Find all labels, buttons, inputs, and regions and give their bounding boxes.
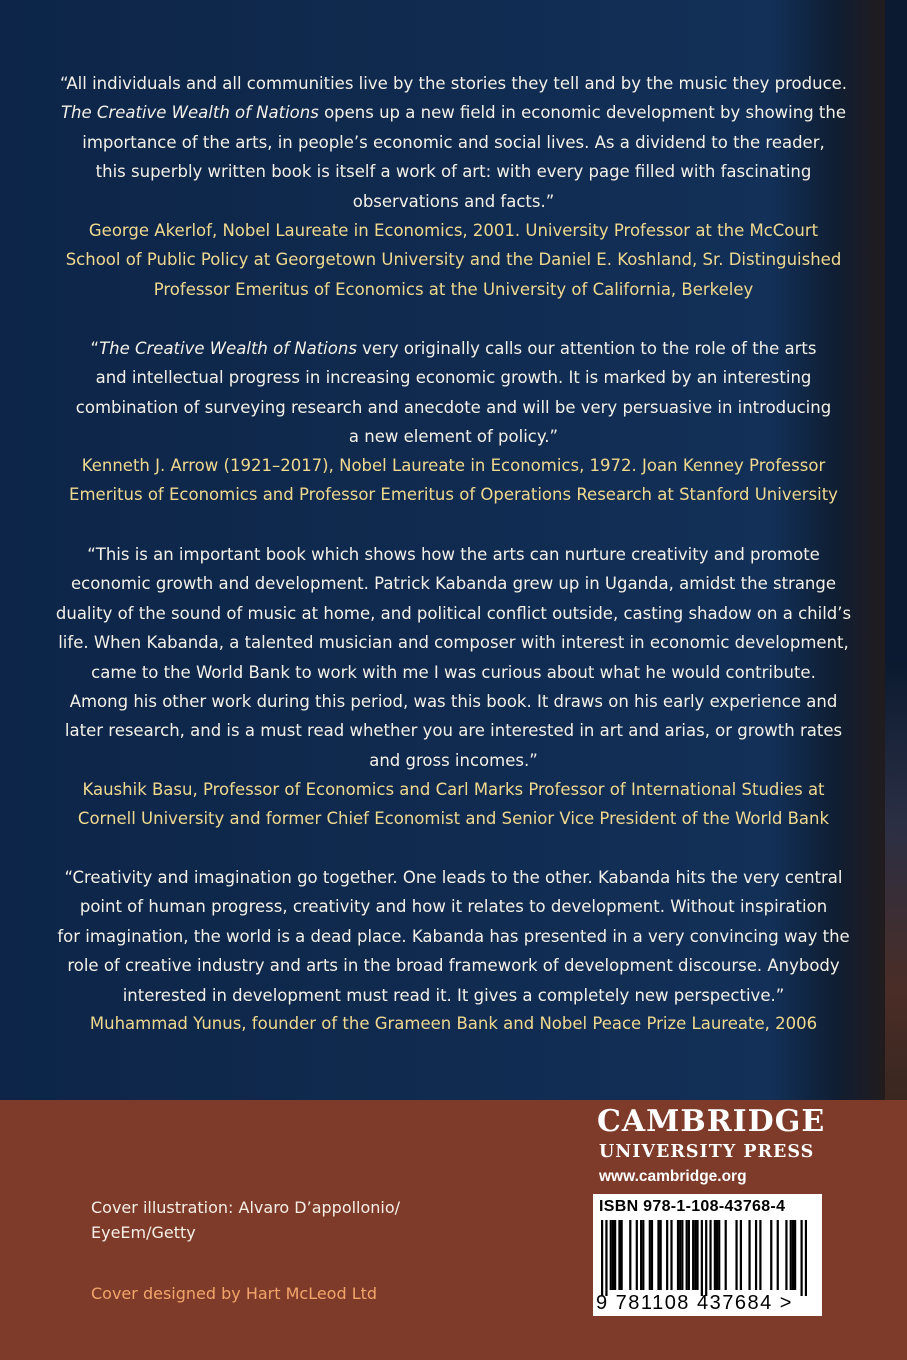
credit-line: EyeEm/Getty xyxy=(91,1223,196,1242)
endorsement-quote xyxy=(40,540,867,775)
endorsement-quote xyxy=(40,863,867,1010)
barcode-bar xyxy=(642,1220,644,1290)
quote-line: life. When Kabanda, a talented musician and composer with interest in economic development, xyxy=(58,633,849,653)
quote-line: and gross incomes.” xyxy=(369,750,538,770)
publisher-url: www.cambridge.org xyxy=(599,1168,747,1185)
barcode-bar xyxy=(670,1220,672,1290)
endorsement-quote xyxy=(40,69,867,216)
attribution-line: Cornell University and former Chief Economist and Senior Vice President of the World Bank xyxy=(77,809,830,829)
barcode-bar xyxy=(748,1220,750,1290)
barcode-bar xyxy=(649,1220,651,1290)
barcode-bar xyxy=(785,1220,787,1290)
quote-line: “The Creative Wealth of Nations very originally calls our attention to the role of the arts xyxy=(90,339,817,358)
quote-line: “All individuals and all communities live by the stories they tell and by the music they produce. xyxy=(59,74,848,93)
barcode-bar xyxy=(621,1220,623,1290)
barcode-bar xyxy=(755,1220,757,1290)
quote-line: “This is an important book which shows how the arts can nurture creativity and promote xyxy=(87,545,820,564)
cover-design-credit: Cover designed by Hart McLeod Ltd xyxy=(91,1284,378,1303)
endorsement-attribution xyxy=(40,775,867,834)
isbn-barcode xyxy=(593,1194,822,1316)
endorsement-quote xyxy=(40,334,867,452)
endorsement-attribution xyxy=(40,216,867,304)
barcode-bar xyxy=(688,1220,690,1290)
quote-line: came to the World Bank to work with me I was curious about what he would contribute. xyxy=(91,662,816,682)
barcode-bar xyxy=(618,1220,620,1290)
barcode-bar xyxy=(770,1220,772,1290)
quote-line: role of creative industry and arts in the broad framework of development discourse. Anybody xyxy=(67,956,840,976)
barcode-digits: 9 781108 437684 > xyxy=(596,1292,793,1314)
barcode-bar xyxy=(794,1220,796,1290)
barcode-bar xyxy=(601,1220,603,1296)
attribution-line: Emeritus of Economics and Professor Emeritus of Operations Research at Stanford University xyxy=(69,485,838,505)
quote-line: Among his other work during this period, was this book. It draws on his early experience and xyxy=(69,692,838,712)
barcode-bar xyxy=(709,1220,711,1290)
barcode-bar xyxy=(692,1220,694,1290)
quote-line: economic growth and development. Patrick Kabanda grew up in Uganda, amidst the strange xyxy=(70,574,837,594)
barcode-bar xyxy=(800,1220,802,1296)
quote-line: importance of the arts, in people’s economic and social lives. As a dividend to the reader, xyxy=(82,132,825,152)
barcode-bar xyxy=(792,1220,794,1290)
barcode-bar xyxy=(651,1220,653,1290)
endorsement-attribution xyxy=(40,451,867,510)
barcode-bar xyxy=(740,1220,742,1290)
barcode-bar xyxy=(735,1220,737,1290)
quote-line: point of human progress, creativity and how it relates to development. Without inspiration xyxy=(79,897,828,917)
barcode-bar xyxy=(686,1220,688,1290)
barcode-bar xyxy=(718,1220,720,1290)
barcode-bars xyxy=(601,1220,807,1296)
quote-line: combination of surveying research and anecdote and will be very persuasive in introducing xyxy=(75,397,832,417)
publisher-logo-subname: UNIVERSITY PRESS xyxy=(599,1142,815,1162)
barcode-bar xyxy=(612,1220,614,1290)
barcode-bar xyxy=(759,1220,761,1290)
quote-line: this superbly written book is itself a work of art: with every page filled with fascinating xyxy=(95,162,812,182)
barcode-bar xyxy=(636,1220,638,1290)
barcode-bar xyxy=(677,1220,679,1290)
barcode-bar xyxy=(725,1220,727,1290)
credit-line: Cover illustration: Alvaro D’appollonio/ xyxy=(91,1198,401,1217)
quote-line: observations and facts.” xyxy=(352,191,555,211)
barcode-bar xyxy=(610,1220,612,1290)
attribution-line: Kaushik Basu, Professor of Economics and Carl Marks Professor of International Studies at xyxy=(82,780,825,799)
quote-line: a new element of policy.” xyxy=(348,427,559,447)
quote-line: interested in development must read it. It gives a completely new perspective.” xyxy=(122,985,785,1005)
quote-line: later research, and is a must read whether you are interested in art and arias, or growth rates xyxy=(64,721,843,741)
barcode-bar xyxy=(805,1220,807,1296)
quote-line: The Creative Wealth of Nations opens up a new field in economic development by showing the xyxy=(60,103,847,123)
barcode-bar xyxy=(714,1220,716,1290)
barcode-bar xyxy=(614,1220,616,1290)
attribution-line: George Akerlof, Nobel Laureate in Economics, 2001. University Professor at the McCourt xyxy=(88,221,819,240)
isbn-label: ISBN 978-1-108-43768-4 xyxy=(599,1198,786,1215)
attribution-line: Professor Emeritus of Economics at the University of California, Berkeley xyxy=(153,279,754,299)
book-title: The Creative Wealth of Nations xyxy=(60,103,319,123)
barcode-bar xyxy=(657,1220,659,1290)
barcode-bar xyxy=(660,1220,662,1290)
barcode-bar xyxy=(777,1220,779,1290)
cover-photo-edge xyxy=(885,0,907,1100)
open-quote: “ xyxy=(90,339,100,358)
barcode-bar xyxy=(696,1220,698,1290)
attribution-line: School of Public Policy at Georgetown University and the Daniel E. Koshland, Sr. Distinguished xyxy=(65,250,842,270)
barcode-bar xyxy=(701,1220,703,1296)
quote-line: and intellectual progress in increasing economic growth. It is marked by an interesting xyxy=(95,368,812,388)
attribution-line: Kenneth J. Arrow (1921–2017), Nobel Laureate in Economics, 1972. Joan Kenney Professor xyxy=(81,456,826,475)
barcode-bar xyxy=(629,1220,631,1290)
barcode-bar xyxy=(694,1220,696,1290)
barcode-bar xyxy=(681,1220,683,1290)
barcode-bar xyxy=(666,1220,668,1290)
barcode-bar xyxy=(705,1220,707,1296)
quote-line: duality of the sound of music at home, and political conflict outside, casting shadow on a child’s xyxy=(55,603,852,623)
book-title: The Creative Wealth of Nations xyxy=(99,339,357,358)
endorsement-attribution xyxy=(40,1009,867,1038)
publisher-logo-name: CAMBRIDGE xyxy=(597,1104,826,1139)
barcode-bar xyxy=(679,1220,681,1290)
quote-line: “Creativity and imagination go together. One leads to the other. Kabanda hits the very central xyxy=(64,868,843,887)
attribution-line: Muhammad Yunus, founder of the Grameen Bank and Nobel Peace Prize Laureate, 2006 xyxy=(89,1014,818,1033)
barcode-bar xyxy=(605,1220,607,1296)
cover-illustration-credit xyxy=(91,1195,411,1245)
barcode-bar xyxy=(716,1220,718,1290)
barcode-bar xyxy=(640,1220,642,1290)
barcode-bar xyxy=(790,1220,792,1290)
quote-line: for imagination, the world is a dead place. Kabanda has presented in a very convincing way the xyxy=(57,926,850,946)
